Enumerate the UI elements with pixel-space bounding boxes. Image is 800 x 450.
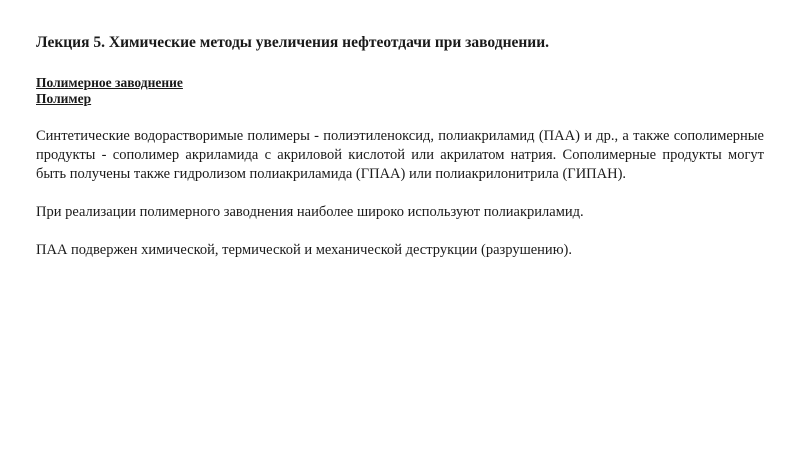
paragraph-degradation: ПАА подвержен химической, термической и механической деструкции (разрушению). <box>36 242 572 258</box>
paragraph-polymers: Синтетические водорастворимые полимеры - полиэтиленоксид, полиакриламид (ПАА) и др., а также сополимерные продукты - сополимер акриламида с акриловой кислотой или акрилатом натрия. Сополимерные продукты могут быть получены также гидролизом полиакриламида (ГПАА) или полиакрилонитрила (ГИПАН). <box>36 128 764 182</box>
subheading-polymer-flooding: Полимерное заводнение <box>36 75 183 90</box>
subheadings <box>36 75 764 107</box>
slide-title: Лекция 5. Химические методы увеличения нефтеотдачи при заводнении. <box>36 34 550 51</box>
subheading-polymer: Полимер <box>36 91 92 106</box>
slide-content <box>36 33 764 260</box>
paragraph-usage: При реализации полимерного заводнения наиболее широко используют полиакриламид. <box>36 204 584 220</box>
